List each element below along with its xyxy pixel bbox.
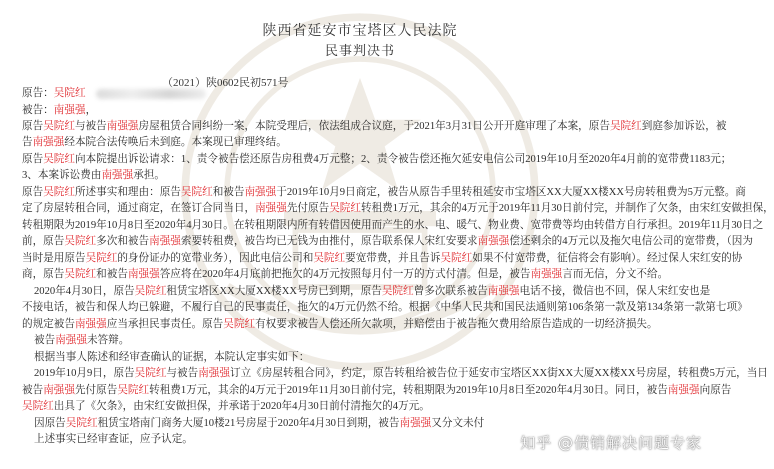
text-segment: 转租期限为2019年10月8日至2020年4月30日。在转租期限内所有转借因使用而产生的水、电、暖气、物业费、宽带费等均由转借方自行承担。2019年11月30日之 (22, 220, 764, 231)
text-line (22, 301, 748, 315)
highlighted-name: 南强强 (74, 319, 107, 330)
court-name: 陕西省延安市宝塔区人民法院 (262, 24, 458, 39)
text-line (22, 334, 718, 348)
text-segment: 与被告 (166, 368, 199, 379)
highlighted-name: 吴院红 (381, 286, 414, 297)
highlighted-name: 南强强 (244, 187, 277, 198)
text-segment: 应当承担民事责任。原告 (106, 319, 224, 330)
highlighted-name: 吴院红 (180, 187, 213, 198)
highlighted-name: 南强强 (487, 286, 520, 297)
highlighted-name: 南强强 (667, 385, 700, 396)
highlighted-name: 南强强 (106, 121, 139, 132)
text-segment: 所述事实和理由：原告 (74, 187, 181, 198)
highlighted-name: 南强强 (101, 170, 134, 181)
highlighted-name: 吴院红 (329, 203, 361, 214)
text-segment: 如果不付宽带费，征信将会有影响）。经过保人宋红安的协 (472, 253, 743, 264)
highlighted-name: 吴院红 (117, 385, 150, 396)
highlighted-name: 南强强 (198, 368, 230, 379)
text-line (22, 136, 706, 150)
text-segment: 订立《房屋转租合同》，约定，原告转租给被告位于延安市宝塔区XX街XX大厦XX楼XX号房屋，转租费5万元，当日 (229, 368, 768, 379)
text-line (22, 285, 718, 299)
text-segment: 当时是用原告 (22, 253, 86, 264)
text-segment: 曾多次联系被告 (413, 286, 488, 297)
highlighted-name: 吴院红 (22, 401, 54, 412)
highlighted-name: 吴院红 (223, 319, 256, 330)
text-segment: 原告 (22, 121, 44, 132)
text-segment: 转租费1万元，其余的4万元于2019年11月30日前付完，转租期限为2019年10月8日至2020年4月30日。同日，被告 (149, 385, 668, 396)
text-line (22, 384, 732, 398)
highlighted-name: 吴院红 (53, 88, 86, 99)
highlighted-name: 南强强 (32, 137, 65, 148)
highlighted-name: 南强强 (149, 236, 181, 247)
text-segment: 未答辩。 (86, 335, 130, 346)
highlighted-name: 南强强 (43, 385, 75, 396)
text-segment: 先付原告 (286, 203, 330, 214)
text-segment: 要宽带费，并且告诉 (345, 253, 441, 264)
text-segment: 承担。 (133, 170, 166, 181)
highlighted-name: 吴院红 (43, 154, 75, 165)
text-line (22, 202, 774, 216)
text-segment: 原告： (22, 88, 54, 99)
text-segment: 向本院提出诉讼请求：1、责令被告偿还原告房租费4万元整；2、责令被告偿还拖欠延安电信公司2019年10月至2020年4月前的宽带费1183元； (74, 154, 732, 165)
text-segment: 2020年4月30日，原告 (34, 286, 135, 297)
text-segment: 又分文未付 (431, 418, 485, 429)
text-segment: 租赁宝塔区XX大厦XX楼XX号房已到期，原告 (166, 286, 382, 297)
text-segment: ， (85, 105, 97, 116)
text-segment: 言而无信，分文不给。 (562, 269, 669, 280)
highlighted-name: 南强强 (477, 236, 510, 247)
highlighted-name: 南强强 (53, 105, 86, 116)
highlighted-name: 吴院红 (134, 286, 167, 297)
text-line (22, 400, 706, 414)
text-line (22, 351, 718, 365)
text-segment: 有权要求被告人偿还所欠款项，并赔偿由于被告拖欠费用给原告造成的一切经济损失。 (255, 319, 658, 330)
text-segment: 经本院合法传唤后未到庭。本案现已审理终结。 (64, 137, 287, 148)
highlighted-name: 吴院红 (65, 418, 98, 429)
text-segment: 原告 (22, 187, 44, 198)
text-segment: 转租费1万元，其余的4万元于2019年11月30日前付完，并制作了欠条，由宋红安做担保， (361, 203, 774, 214)
case-number: （2021）陕0602民初571号 (162, 77, 289, 89)
text-segment: 答应将在2020年4月底前把拖欠的4万元按照每月付一万的方式付清。但是，被告 (159, 269, 531, 280)
text-segment: 向原告 (699, 385, 732, 396)
text-segment: 被告 (22, 385, 44, 396)
text-segment: 出具了《欠条》，由宋红安做担保，并承诺于2020年4月30日前付清拖欠的4万元。 (53, 401, 430, 412)
text-segment: 和被告 (212, 187, 245, 198)
text-line (22, 104, 706, 118)
highlighted-name: 吴院红 (64, 236, 97, 247)
text-segment: 上述事实已经审查证，应予认定。 (34, 434, 193, 445)
text-segment: 的身份证办的宽带业务），因此电信公司和 (117, 253, 314, 264)
highlighted-name: 吴院红 (43, 187, 75, 198)
text-segment: 租赁宝塔南门商务大厦10楼21号房屋于2020年4月30日到期，被告 (97, 418, 400, 429)
text-segment: 2019年10月9日，原告 (34, 368, 135, 379)
zhihu-watermark: 知乎 @债销解决问题专家 (520, 434, 702, 452)
text-segment: 3、本案诉讼费由 (22, 170, 102, 181)
text-segment: 于2019年10月9日商定，被告从原告手里转租延安市宝塔区XX大厦XX楼XX号房转租费为5万元整。商 (276, 187, 746, 198)
text-segment: 告 (22, 137, 33, 148)
highlighted-name: 南强强 (127, 269, 160, 280)
text-line (22, 318, 706, 332)
text-line (22, 268, 706, 282)
highlighted-name: 吴院红 (609, 121, 642, 132)
text-segment: 定了房屋转租合同，通过商定，在签订合同当日， (22, 203, 256, 214)
highlighted-name: 南强强 (399, 418, 432, 429)
text-segment: 多次和被告 (96, 236, 150, 247)
text-segment: 原告 (22, 154, 44, 165)
highlighted-name: 南强强 (255, 203, 287, 214)
text-segment: 前，原告 (22, 236, 65, 247)
text-line (22, 186, 746, 200)
text-segment: 先付原告 (74, 385, 118, 396)
text-segment: 到庭参加诉讼，被 (641, 121, 727, 132)
text-segment: 商，原告 (22, 269, 65, 280)
text-segment: 房屋租赁合同纠纷一案，本院受理后，依法组成合议庭，于2021年3月31日公开开庭审理了本案，原告 (138, 121, 610, 132)
highlighted-name: 吴院红 (313, 253, 346, 264)
highlighted-name: 吴院红 (440, 253, 473, 264)
text-segment: 的规定被告 (22, 319, 75, 330)
text-line (22, 87, 706, 101)
text-line (22, 367, 768, 381)
text-segment: 偿还剩余的4万元以及拖欠电信公司的宽带费，（因为 (509, 236, 753, 247)
highlighted-name: 吴院红 (85, 253, 118, 264)
text-segment: 和被告 (96, 269, 128, 280)
text-line (22, 120, 727, 134)
text-line (22, 169, 706, 183)
highlighted-name: 吴院红 (134, 368, 167, 379)
text-segment: 被告 (34, 335, 56, 346)
text-line (22, 417, 718, 431)
highlighted-name: 南强强 (55, 335, 87, 346)
text-segment: 根据当事人陈述和经审查确认的证据，本院认定事实如下： (34, 352, 310, 363)
text-segment: 电话不接，微信也不回，保人宋红安也是 (519, 286, 711, 297)
redacted-info (96, 89, 206, 99)
text-segment: 不接电话，被告和保人均已躲避，不履行自己的民事责任，拖欠的4万元仍然不给。根据《中华人民共和国民法通则第106条第一款及第134条第一款第七项》 (22, 302, 748, 313)
text-line (22, 235, 753, 249)
highlighted-name: 吴院红 (43, 121, 75, 132)
document-type: 民事判决书 (324, 43, 395, 58)
text-line (22, 153, 732, 167)
highlighted-name: 吴院红 (64, 269, 97, 280)
text-segment: 索要转租费，被告均已无钱为由推付，原告联系保人宋红安要求 (180, 236, 478, 247)
text-segment: 被告： (22, 105, 54, 116)
text-segment: 与被告 (74, 121, 107, 132)
highlighted-name: 南强强 (530, 269, 563, 280)
text-line (22, 219, 764, 233)
text-line (22, 252, 743, 266)
text-segment: 因原告 (34, 418, 66, 429)
